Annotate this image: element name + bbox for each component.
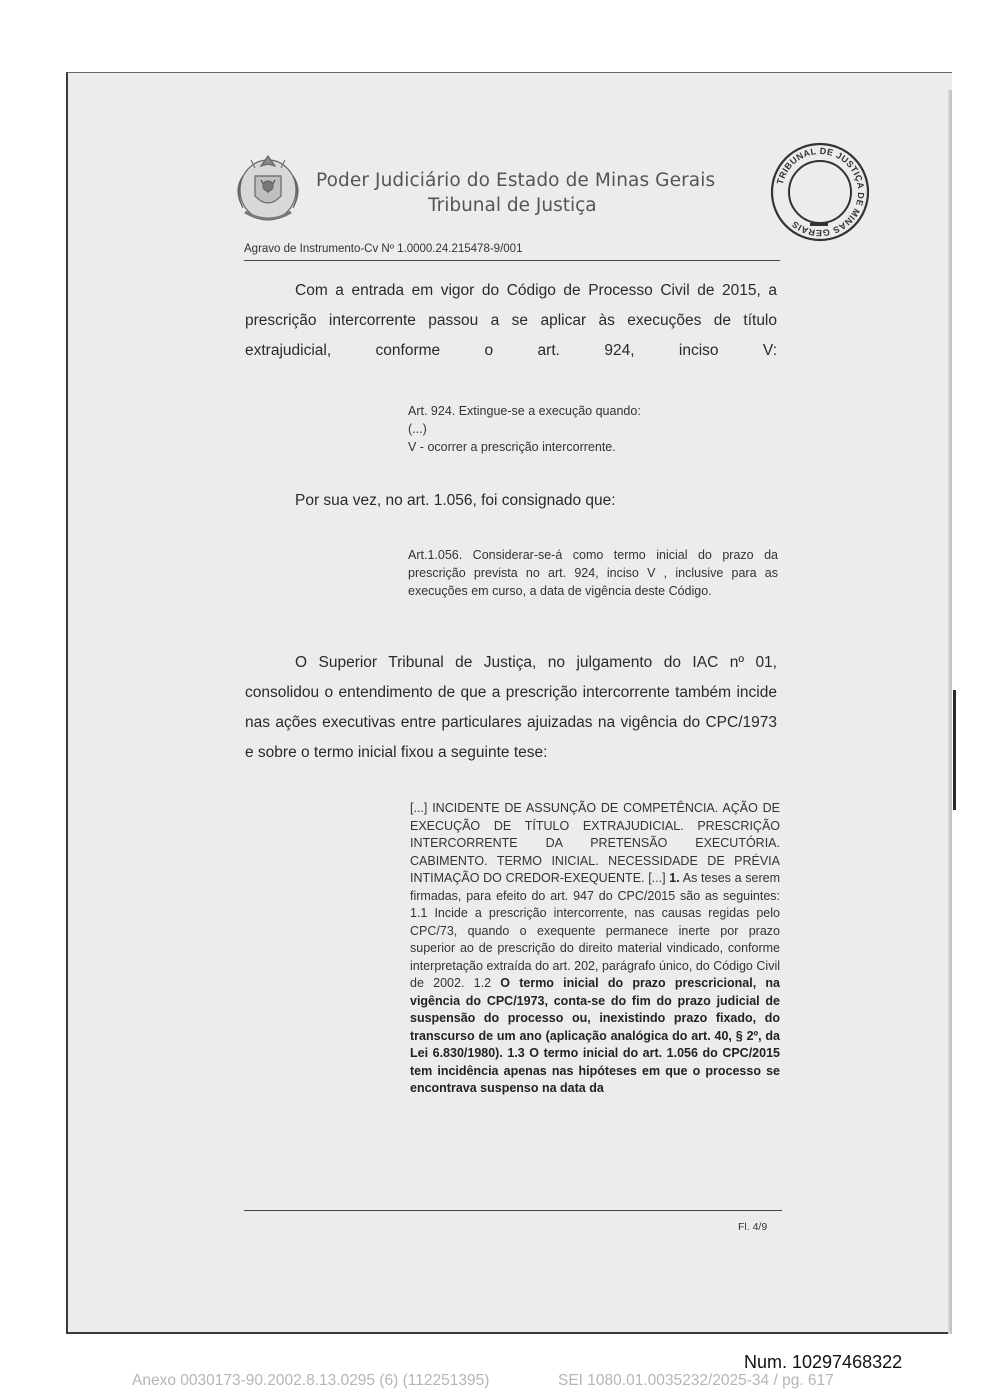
footer-divider: [244, 1210, 782, 1211]
citation-text-1: [...] INCIDENTE DE ASSUNÇÃO DE COMPETÊNCIA. AÇÃO DE EXECUÇÃO DE TÍTULO EXTRAJUDICIAL. PRESCRIÇÃO INTERCORRENTE DA PRETENSÃO EXECUTÓRIA. CABIMENTO. TERMO INICIAL. NECESSIDADE DE PRÉVIA INTIMAÇÃO DO CREDOR-EXEQUENTE. [...]: [410, 801, 780, 885]
court-subtitle: Tribunal de Justiça: [428, 195, 597, 216]
scan-margin-mark: [953, 690, 956, 810]
citation-bold-1: 1.: [669, 871, 680, 885]
citation-bold-2: O termo inicial do prazo prescricional, na vigência do CPC/1973, conta-se do fim do prazo judicial de suspensão do processo ou, inexistindo prazo fixado, do transcurso de um ano (aplicação analógica do art. 40, § 2º, da Lei 6.830/1980). 1.3 O termo inicial do art. 1.056 do CPC/2015 tem incidência apenas nas hipóteses em que o processo se encontrava suspenso na data da: [410, 976, 781, 1095]
annex-reference: Anexo 0030173-90.2002.8.13.0295 (6) (112251395): [132, 1372, 490, 1389]
quote-art-924-line-1: Art. 924. Extingue-se a execução quando:: [408, 404, 641, 418]
court-seal-stamp: [768, 140, 872, 244]
court-name: Poder Judiciário do Estado de Minas Gerais: [316, 170, 716, 191]
paragraph-1: Com a entrada em vigor do Código de Processo Civil de 2015, a prescrição intercorrente passou a se aplicar às execuções de título extrajudicial, conforme o art. 924, inciso V:: [245, 282, 777, 359]
header-divider: [244, 260, 780, 261]
case-reference: Agravo de Instrumento-Cv Nº 1.0000.24.215478-9/001: [244, 243, 523, 255]
seal-text: TRIBUNAL DE JUSTIÇA DE MINAS GERAIS: [774, 145, 867, 239]
scan-edge-shadow: [948, 90, 952, 1334]
paragraph-3: O Superior Tribunal de Justiça, no julgamento do IAC nº 01, consolidou o entendimento de que a prescrição intercorrente também incide nas ações executivas entre particulares ajuizadas na vigência do CPC/1973 e sobre o termo inicial fixou a seguinte tese:: [245, 654, 777, 761]
quote-art-924-line-2: (...): [408, 422, 427, 436]
document-number: Num. 10297468322: [744, 1352, 903, 1372]
citation-text-2: As teses a serem firmadas, para efeito do art. 947 do CPC/2015 são as seguintes: 1.1 Incide a prescrição intercorrente, nas causas regidas pelo CPC/73, quando o exequente permanece inerte por prazo superior ao de prescrição do direito material vindicado, conforme interpretação extraída do art. 202, parágrafo único, do Código Civil de 2002. 1.2: [410, 871, 780, 990]
page-folio: Fl. 4/9: [738, 1221, 768, 1233]
coat-of-arms-icon: [225, 146, 311, 232]
quote-art-924: [408, 402, 778, 456]
sei-reference: SEI 1080.01.0035232/2025-34 / pg. 617: [558, 1372, 834, 1389]
stj-citation: [410, 800, 780, 1098]
quote-art-924-line-3: V - ocorrer a prescrição intercorrente.: [408, 440, 616, 454]
quote-art-1056: Art.1.056. Considerar-se-á como termo inicial do prazo da prescrição prevista no art. 924, inciso V , inclusive para as execuções em curso, a data de vigência deste Código.: [408, 548, 778, 598]
paragraph-2: Por sua vez, no art. 1.056, foi consignado que:: [295, 492, 616, 509]
